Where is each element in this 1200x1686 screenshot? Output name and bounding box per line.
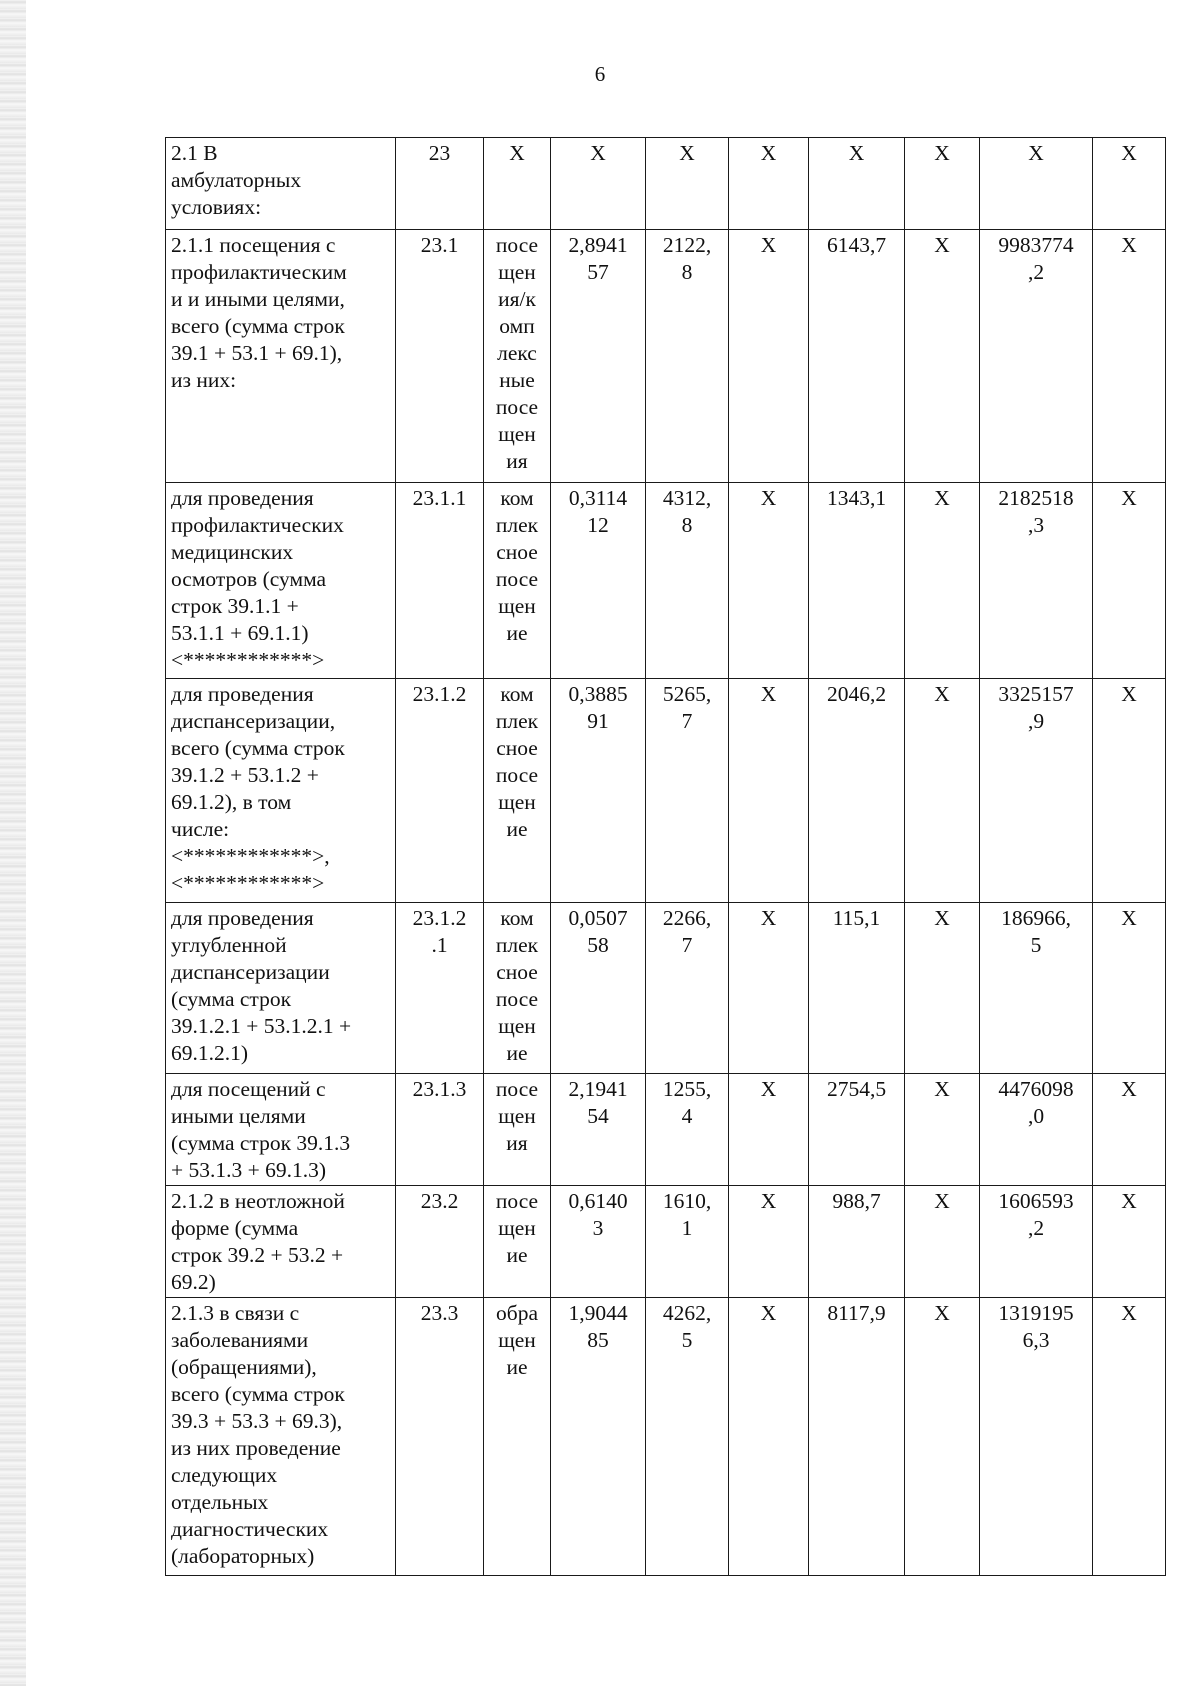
cell-c7: 2046,2 — [809, 679, 905, 903]
cell-c10: Х — [1093, 1074, 1166, 1186]
cell-label: 2.1.1 посещения с профилактическим и и иными целями, всего (сумма строк 39.1 + 53.1 + 69.1), из них: — [166, 230, 396, 483]
cell-c6: Х — [729, 483, 809, 679]
cell-c10: Х — [1093, 679, 1166, 903]
table-row — [166, 230, 1166, 483]
cell-c10: Х — [1093, 483, 1166, 679]
cell-c7: 1343,1 — [809, 483, 905, 679]
scan-edge — [0, 0, 26, 1686]
cell-code: 23 — [396, 138, 484, 230]
cell-norm: 0,3114 12 — [551, 483, 646, 679]
cell-cost: 5265, 7 — [646, 679, 729, 903]
cell-unit: ком плек сное посе щен ие — [484, 903, 551, 1074]
cell-c8: Х — [905, 138, 980, 230]
cell-code: 23.1.2 — [396, 679, 484, 903]
cell-cost: 4262, 5 — [646, 1298, 729, 1576]
cell-unit: ком плек сное посе щен ие — [484, 483, 551, 679]
table-row — [166, 138, 1166, 230]
cell-c9: Х — [980, 138, 1093, 230]
cell-unit: посе щен ия/к омп лекс ные посе щен ия — [484, 230, 551, 483]
cell-code: 23.1.3 — [396, 1074, 484, 1186]
cell-unit: ком плек сное посе щен ие — [484, 679, 551, 903]
cell-cost: 1255, 4 — [646, 1074, 729, 1186]
cell-cost: 2122, 8 — [646, 230, 729, 483]
cell-c10: Х — [1093, 1186, 1166, 1298]
cell-c9: 9983774 ,2 — [980, 230, 1093, 483]
cell-code: 23.3 — [396, 1298, 484, 1576]
cell-c7: 6143,7 — [809, 230, 905, 483]
page-number: 6 — [594, 62, 606, 86]
cell-c9: 1606593 ,2 — [980, 1186, 1093, 1298]
cell-c6: Х — [729, 679, 809, 903]
cell-label: для проведения профилактических медицинских осмотров (сумма строк 39.1.1 + 53.1.1 + 69.1.1) <************> — [166, 483, 396, 679]
table-row — [166, 679, 1166, 903]
cell-label: 2.1 В амбулаторных условиях: — [166, 138, 396, 230]
cell-c8: Х — [905, 1298, 980, 1576]
cell-c9: 4476098 ,0 — [980, 1074, 1093, 1186]
table-row — [166, 483, 1166, 679]
cell-c6: Х — [729, 138, 809, 230]
table-body — [166, 138, 1166, 1576]
cell-norm: 0,3885 91 — [551, 679, 646, 903]
cell-c7: 2754,5 — [809, 1074, 905, 1186]
cell-label: 2.1.3 в связи с заболеваниями (обращениями), всего (сумма строк 39.3 + 53.3 + 69.3), из них проведение следующих отдельных диагностических (лабораторных) — [166, 1298, 396, 1576]
cell-norm: Х — [551, 138, 646, 230]
cell-code: 23.2 — [396, 1186, 484, 1298]
cell-cost: Х — [646, 138, 729, 230]
cell-norm: 1,9044 85 — [551, 1298, 646, 1576]
cell-c6: Х — [729, 1298, 809, 1576]
cell-cost: 2266, 7 — [646, 903, 729, 1074]
cell-c8: Х — [905, 1186, 980, 1298]
cell-c9: 2182518 ,3 — [980, 483, 1093, 679]
cell-c8: Х — [905, 230, 980, 483]
cell-c6: Х — [729, 230, 809, 483]
cell-cost: 1610, 1 — [646, 1186, 729, 1298]
cell-c8: Х — [905, 483, 980, 679]
table-row — [166, 1186, 1166, 1298]
cell-unit: Х — [484, 138, 551, 230]
cell-c10: Х — [1093, 903, 1166, 1074]
cell-code: 23.1 — [396, 230, 484, 483]
data-table — [165, 137, 1166, 1576]
cell-c9: 3325157 ,9 — [980, 679, 1093, 903]
cell-norm: 2,8941 57 — [551, 230, 646, 483]
table-row — [166, 1074, 1166, 1186]
cell-c8: Х — [905, 679, 980, 903]
cell-unit: посе щен ия — [484, 1074, 551, 1186]
cell-label: 2.1.2 в неотложной форме (сумма строк 39.2 + 53.2 + 69.2) — [166, 1186, 396, 1298]
cell-c10: Х — [1093, 138, 1166, 230]
cell-cost: 4312, 8 — [646, 483, 729, 679]
cell-label: для проведения углубленной диспансеризации (сумма строк 39.1.2.1 + 53.1.2.1 + 69.1.2.1) — [166, 903, 396, 1074]
cell-code: 23.1.1 — [396, 483, 484, 679]
cell-c7: 115,1 — [809, 903, 905, 1074]
cell-norm: 0,0507 58 — [551, 903, 646, 1074]
cell-c7: 8117,9 — [809, 1298, 905, 1576]
cell-unit: посе щен ие — [484, 1186, 551, 1298]
cell-c9: 186966, 5 — [980, 903, 1093, 1074]
cell-c7: 988,7 — [809, 1186, 905, 1298]
cell-c7: Х — [809, 138, 905, 230]
cell-c6: Х — [729, 903, 809, 1074]
cell-c6: Х — [729, 1186, 809, 1298]
table-row — [166, 1298, 1166, 1576]
cell-code: 23.1.2 .1 — [396, 903, 484, 1074]
cell-label: для посещений с иными целями (сумма строк 39.1.3 + 53.1.3 + 69.1.3) — [166, 1074, 396, 1186]
cell-c10: Х — [1093, 230, 1166, 483]
cell-c9: 1319195 6,3 — [980, 1298, 1093, 1576]
cell-norm: 0,6140 3 — [551, 1186, 646, 1298]
cell-c6: Х — [729, 1074, 809, 1186]
cell-c8: Х — [905, 1074, 980, 1186]
cell-label: для проведения диспансеризации, всего (сумма строк 39.1.2 + 53.1.2 + 69.1.2), в том числе: <************>, <************> — [166, 679, 396, 903]
cell-unit: обра щен ие — [484, 1298, 551, 1576]
cell-norm: 2,1941 54 — [551, 1074, 646, 1186]
cell-c10: Х — [1093, 1298, 1166, 1576]
cell-c8: Х — [905, 903, 980, 1074]
table-row — [166, 903, 1166, 1074]
